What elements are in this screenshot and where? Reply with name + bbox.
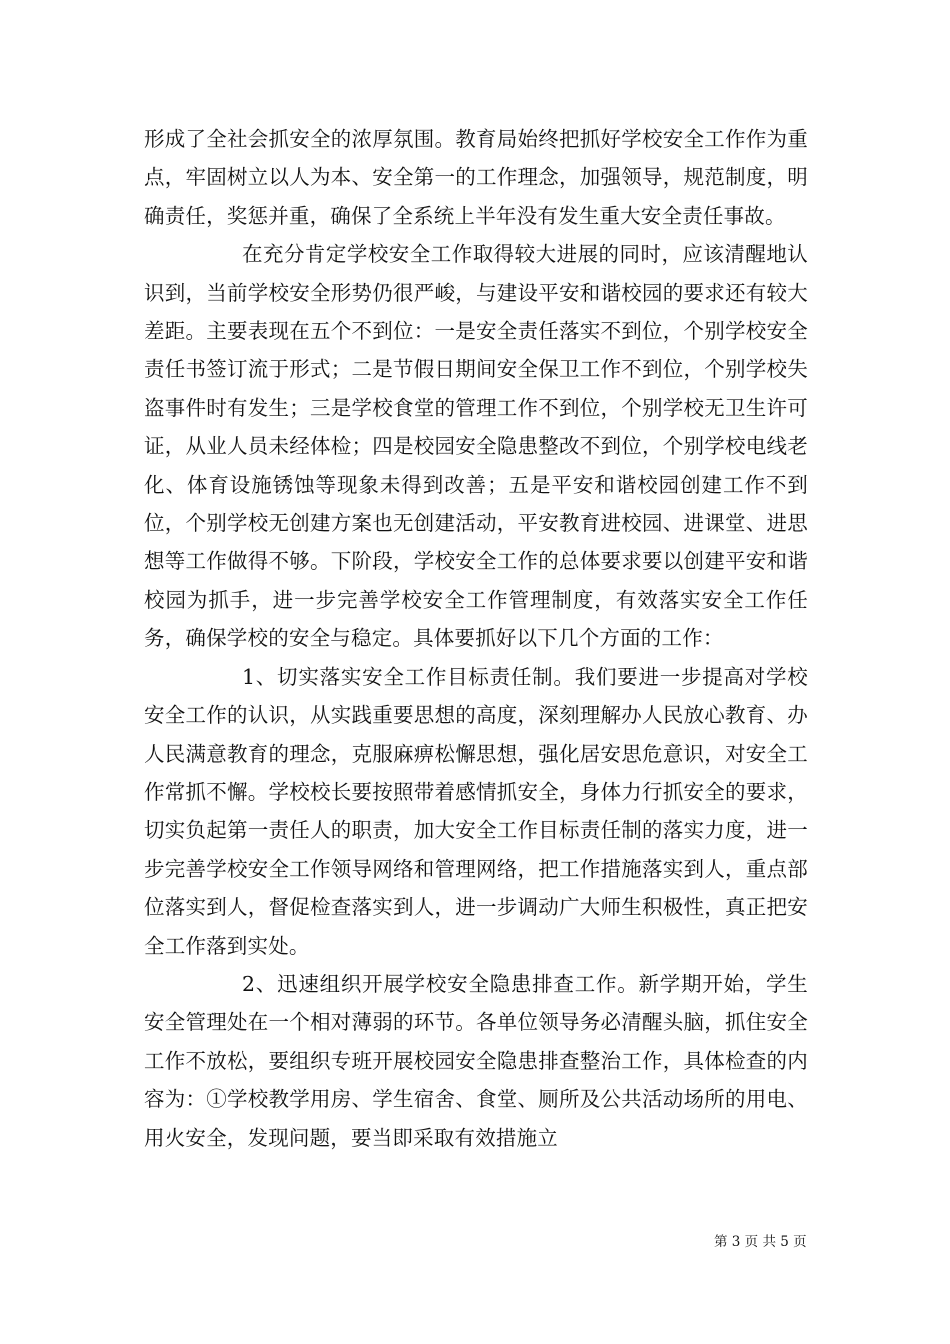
paragraph-continuation: 形成了全社会抓安全的浓厚氛围。教育局始终把抓好学校安全工作作为重点，牢固树立以人为本、安全第一的工作理念，加强领导，规范制度，明确责任，奖惩并重，确保了全系统上半年没有发生重大安全责任事故。 xyxy=(144,127,808,228)
document-body xyxy=(144,120,808,1157)
page-number-footer: 第 3 页 共 5 页 xyxy=(714,1234,807,1250)
paragraph-safety-situation: 在充分肯定学校安全工作取得较大进展的同时，应该清醒地认识到，当前学校安全形势仍很严峻，与建设平安和谐校园的要求还有较大差距。主要表现在五个不到位：一是安全责任落实不到位，个别学校安全责任书签订流于形式；二是节假日期间安全保卫工作不到位，个别学校失盗事件时有发生；三是学校食堂的管理工作不到位，个别学校无卫生许可证，从业人员未经体检；四是校园安全隐患整改不到位，个别学校电线老化、体育设施锈蚀等现象未得到改善；五是平安和谐校园创建工作不到位，个别学校无创建方案也无创建活动，平安教育进校园、进课堂、进思想等工作做得不够。下阶段，学校安全工作的总体要求要以创建平安和谐校园为抓手，进一步完善学校安全工作管理制度，有效落实安全工作任务，确保学校的安全与稳定。具体要抓好以下几个方面的工作： xyxy=(144,242,808,651)
paragraph-item-1-responsibility: 1、切实落实安全工作目标责任制。我们要进一步提高对学校安全工作的认识，从实践重要思想的高度，深刻理解办人民放心教育、办人民满意教育的理念，克服麻痹松懈思想，强化居安思危意识，对安全工作常抓不懈。学校校长要按照带着感情抓安全，身体力行抓安全的要求，切实负起第一责任人的职责，加大安全工作目标责任制的落实力度，进一步完善学校安全工作领导网络和管理网络，把工作措施落实到人，重点部位落实到人，督促检查落实到人，进一步调动广大师生积极性，真正把安全工作落到实处。 xyxy=(144,664,808,958)
paragraph-item-2-hazard-inspection: 2、迅速组织开展学校安全隐患排查工作。新学期开始，学生安全管理处在一个相对薄弱的环节。各单位领导务必清醒头脑，抓住安全工作不放松，要组织专班开展校园安全隐患排查整治工作，具体检查的内容为：①学校教学用房、学生宿舍、食堂、厕所及公共活动场所的用电、用火安全，发现问题，要当即采取有效措施立 xyxy=(144,971,808,1150)
